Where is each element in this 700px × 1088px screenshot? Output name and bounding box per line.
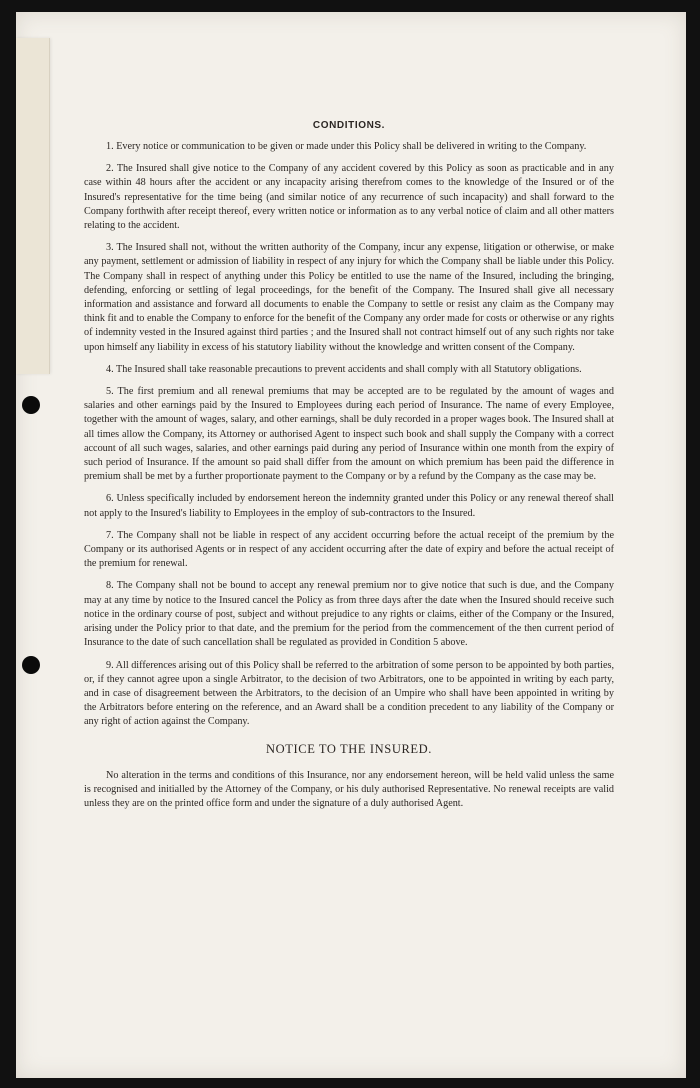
- notice-text: No alteration in the terms and conditions of this Insurance, nor any endorsement hereon, will be held valid unless the same is recognised and initialled by the Attorney of the Company, or his duly authorised Representative. No renewal receipts are valid unless they are on the printed office form and under the signature of a duly authorised Agent.: [84, 769, 614, 809]
- condition-2: 2. The Insured shall give notice to the Company of any accident covered by this Policy as soon as practicable and in any case within 48 hours after the accident or any incapacity arising therefrom comes to the knowledge of the Insured or of the Insured's representative for the time being (and similar notice of any recurrence of such incapacity) and shall forward to the Company forthwith after receipt thereof, every written notice or information as to any verbal notice of claim and all other matters relating to the accident.: [84, 163, 614, 232]
- document-body: [84, 120, 614, 819]
- condition-8: 8. The Company shall not be bound to accept any renewal premium nor to give notice that such is due, and the Company may at any time by notice to the Insured cancel the Policy as from three days after the date when the Insured should receive such notice in the ordinary course of post, subject and without prejudice to any rights or claims, either of the Company or the Insured, arising under the Policy prior to that date, and the premium for the period from the commencement of the then current period of Insurance to the date of such cancellation shall be regulated as provided in Condition 5 above.: [84, 580, 614, 649]
- paper-tab-edge: [16, 38, 50, 374]
- punch-hole-upper: [22, 396, 40, 414]
- condition-3: 3. The Insured shall not, without the written authority of the Company, incur any expense, litigation or otherwise, or make any payment, settlement or admission of liability in respect of any injury for which the Company shall be liable under this Policy. The Company shall in respect of anything under this Policy be entitled to use the name of the Insured, including the bringing, defending, enforcing or settling of legal proceedings, for the benefit of the Company. The Insured shall give all necessary information and assistance and forward all documents to enable the Company to settle or resist any claim as the Company may think fit and to enable the Company to enforce for the benefit of the Company any order made for costs or otherwise or any rights of indemnity vested in the Insured against third parties ; and the Insured shall not contract himself out of any such rights nor take upon himself any liability in excess of his statutory liability without the knowledge and written consent of the Company.: [84, 242, 614, 353]
- document-page: [16, 12, 686, 1078]
- condition-1: 1. Every notice or communication to be given or made under this Policy shall be delivered in writing to the Company.: [106, 141, 587, 152]
- condition-7: 7. The Company shall not be liable in respect of any accident occurring before the actual receipt of the premium by the Company or its authorised Agents or in respect of any accident occurring after the date of expiry and before the actual receipt of the premium for renewal.: [84, 529, 614, 570]
- condition-5: 5. The first premium and all renewal premiums that may be accepted are to be regulated by the amount of wages and salaries and other earnings paid by the Insured to Employees during each period of Insurance. The name of every Employee, together with the amount of wages, salary, and other earnings, shall be duly recorded in a proper wages book. The Insured shall at all times allow the Company, its Attorney or authorised Agent to inspect such book and shall supply the Company with a correct account of all such wages, salaries, and other earnings paid during any period of Insurance within one month from the expiry of such period of Insurance. If the amount so paid shall differ from the amount on which premium has been paid the difference in premium shall be met by a further proportionate payment to the Company or by a refund by the Company as the case may be.: [84, 386, 614, 483]
- conditions-heading: CONDITIONS.: [312, 120, 386, 131]
- punch-hole-lower: [22, 656, 40, 674]
- condition-4: 4. The Insured shall take reasonable precautions to prevent accidents and shall comply with all Statutory obligations.: [106, 363, 582, 375]
- condition-6: 6. Unless specifically included by endorsement hereon the indemnity granted under this Policy or any renewal thereof shall not apply to the Insured's liability to Employees in the employ of sub-contractors to the Insured.: [84, 493, 614, 519]
- condition-9: 9. All differences arising out of this Policy shall be referred to the arbitration of some person to be appointed by both parties, or, if they cannot agree upon a single Arbitrator, to the decision of two Arbitrators, one to be appointed in writing by each party, and in case of disagreement between the Arbitrators, to the decision of an Umpire who shall have been appointed in writing by the Arbitrators before entering on the reference, and an Award shall be a condition precedent to any liability of the Company or any right of action against the Company.: [84, 659, 614, 728]
- notice-heading: NOTICE TO THE INSURED.: [266, 741, 432, 756]
